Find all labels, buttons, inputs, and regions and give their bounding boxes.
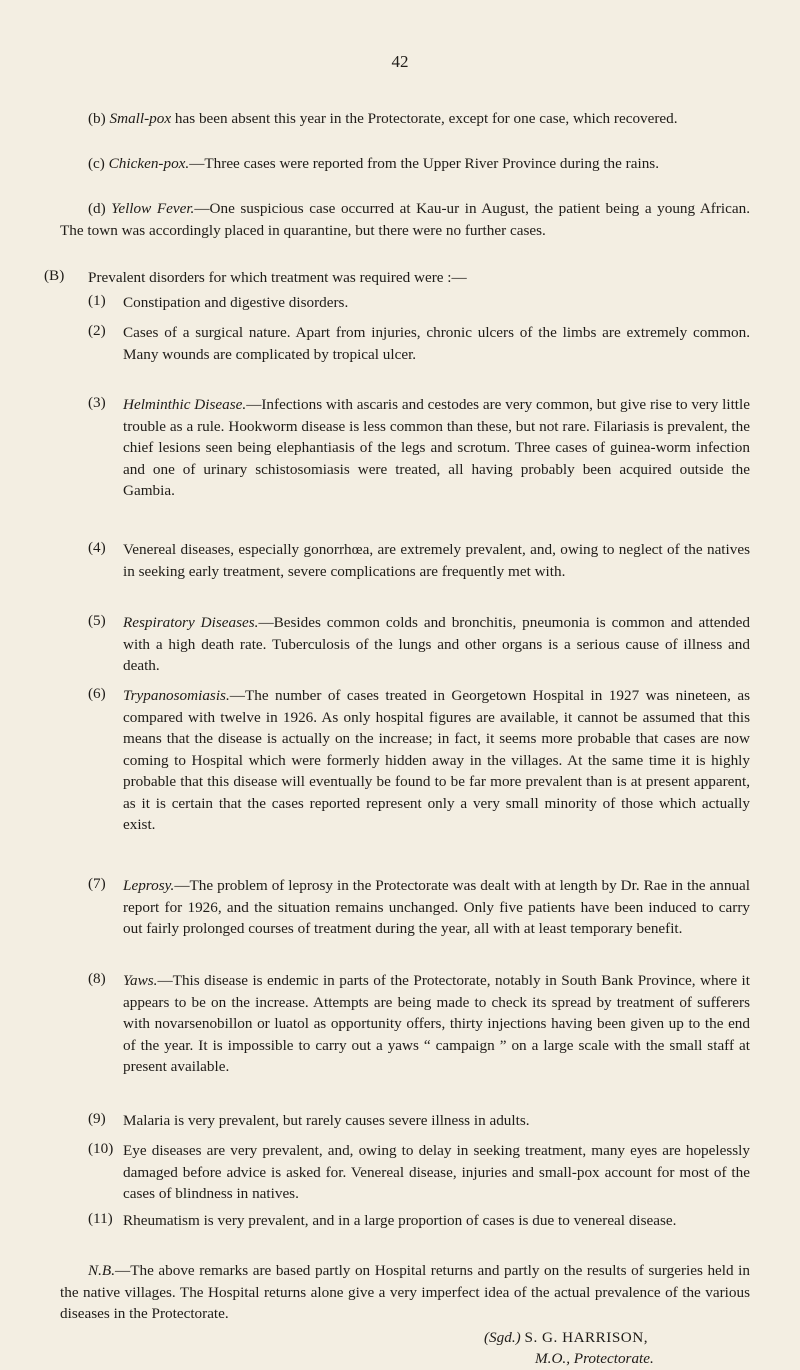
signature-title: M.O., Protectorate. <box>535 1350 654 1367</box>
item-number: (2) <box>88 322 106 339</box>
item-number: (10) <box>88 1140 114 1157</box>
section-b-heading: Prevalent disorders for which treatment was required were :— <box>88 269 467 286</box>
item-text: —The problem of leprosy in the Protectorate was dealt with at length by Dr. Rae in the annual report for 1926, and the situation remains unchanged. Only five patients have been induced to carry out fairly prolonged courses of treatment during the year, all with at least temporary benefit. <box>123 877 750 937</box>
item-number: (8) <box>88 970 106 987</box>
item-text: —Three cases were reported from the Upper River Province during the rains. <box>189 155 659 172</box>
item-venereal <box>123 539 750 582</box>
item-label: (d) <box>88 200 106 217</box>
item-chicken-pox <box>60 153 750 175</box>
signature-sgd: (Sgd.) <box>484 1329 521 1346</box>
signature-line <box>484 1329 648 1347</box>
item-text: Rheumatism is very prevalent, and in a large proportion of cases is due to venereal disease. <box>123 1212 677 1229</box>
item-text: —The number of cases treated in Georgetown Hospital in 1927 was nineteen, as compared with twelve in 1926. As only hospital figures are available, it cannot be assumed that this means that the disease is actually on the increase; in fact, it seems more probable that cases are now coming to Hospital which were formerly hidden away in the villages. At the same time it is highly probable that this disease will eventually be found to be far more prevalent than is at present apparent, as it is certain that the cases reported represent only a very small minority of those which actually exist. <box>123 687 750 833</box>
page-number: 42 <box>391 52 409 71</box>
item-yellow-fever <box>60 198 750 241</box>
item-label: (c) <box>88 155 105 172</box>
item-small-pox <box>60 108 750 130</box>
item-title: Yaws. <box>123 972 158 989</box>
item-constipation <box>123 292 750 314</box>
item-number: (11) <box>88 1210 113 1227</box>
signature-name: S. G. HARRISON, <box>524 1329 649 1346</box>
note-label: N.B. <box>88 1262 116 1279</box>
item-respiratory <box>123 612 750 677</box>
item-number: (1) <box>88 292 106 309</box>
item-title: Respiratory Diseases. <box>123 614 259 631</box>
item-text: —Infections with ascaris and cestodes are very common, but give rise to very little trouble as a rule. Hookworm disease is less common than these, but not rare. Filariasis is prevalent, the chief lesions seen being elephantiasis of the legs and scrotum. Three cases of guinea-worm infection and one of urinary schistosomiasis were treated, all having probably been acquired outside the Gambia. <box>123 396 750 499</box>
item-number: (4) <box>88 539 106 556</box>
item-helminthic <box>123 394 750 502</box>
item-malaria <box>123 1110 750 1132</box>
item-text: —One suspicious case occurred at Kau-ur in August, the patient being a young African. The town was accordingly placed in quarantine, but there were no further cases. <box>60 200 751 239</box>
item-number: (5) <box>88 612 106 629</box>
item-text: Cases of a surgical nature. Apart from injuries, chronic ulcers of the limbs are extremely common. Many wounds are complicated by tropical ulcer. <box>123 324 750 363</box>
item-trypanosomiasis <box>123 685 750 836</box>
item-text: —Besides common colds and bronchitis, pneumonia is common and attended with a high death rate. Tuberculosis of the lungs and other organs is a serious cause of illness and death. <box>123 614 750 674</box>
item-title: Trypanosomiasis. <box>123 687 230 704</box>
item-text: has been absent this year in the Protectorate, except for one case, which recovered. <box>171 110 678 127</box>
item-text: —This disease is endemic in parts of the Protectorate, notably in South Bank Province, where it appears to be on the increase. Attempts are being made to check its spread by treatment of sufferers with novarsenobillon or luatol as opportunity offers, thirty injections having been given up to the end of the year. It is impossible to carry out a yaws “ campaign ” on a large scale with the small staff at present available. <box>123 972 750 1075</box>
item-text: Malaria is very prevalent, but rarely causes severe illness in adults. <box>123 1112 530 1129</box>
item-title: Chicken-pox. <box>108 155 190 172</box>
item-number: (6) <box>88 685 106 702</box>
item-title: Yellow Fever. <box>111 200 195 217</box>
item-yaws <box>123 970 750 1078</box>
item-label: (b) <box>88 110 106 127</box>
note-paragraph <box>60 1260 750 1325</box>
item-number: (9) <box>88 1110 106 1127</box>
item-text: Venereal diseases, especially gonorrhœa, are extremely prevalent, and, owing to neglect of the natives in seeking early treatment, severe complications are frequently met with. <box>123 541 750 580</box>
item-rheumatism <box>123 1210 750 1232</box>
item-title: Helminthic Disease. <box>123 396 247 413</box>
item-eye-diseases <box>123 1140 750 1205</box>
item-text: Constipation and digestive disorders. <box>123 294 349 311</box>
item-number: (3) <box>88 394 106 411</box>
item-number: (7) <box>88 875 106 892</box>
item-leprosy <box>123 875 750 940</box>
item-title: Small-pox <box>109 110 172 127</box>
item-surgical <box>123 322 750 365</box>
item-title: Leprosy. <box>123 877 175 894</box>
section-b-marker: (B) <box>44 267 65 284</box>
item-text: Eye diseases are very prevalent, and, owing to delay in seeking treatment, many eyes are hopelessly damaged before advice is asked for. Venereal disease, injuries and small-pox account for most of the cases of blindness in natives. <box>123 1142 750 1202</box>
note-text: —The above remarks are based partly on Hospital returns and partly on the results of surgeries held in the native villages. The Hospital returns alone give a very imperfect idea of the actual prevalence of the various diseases in the Protectorate. <box>60 1262 750 1322</box>
